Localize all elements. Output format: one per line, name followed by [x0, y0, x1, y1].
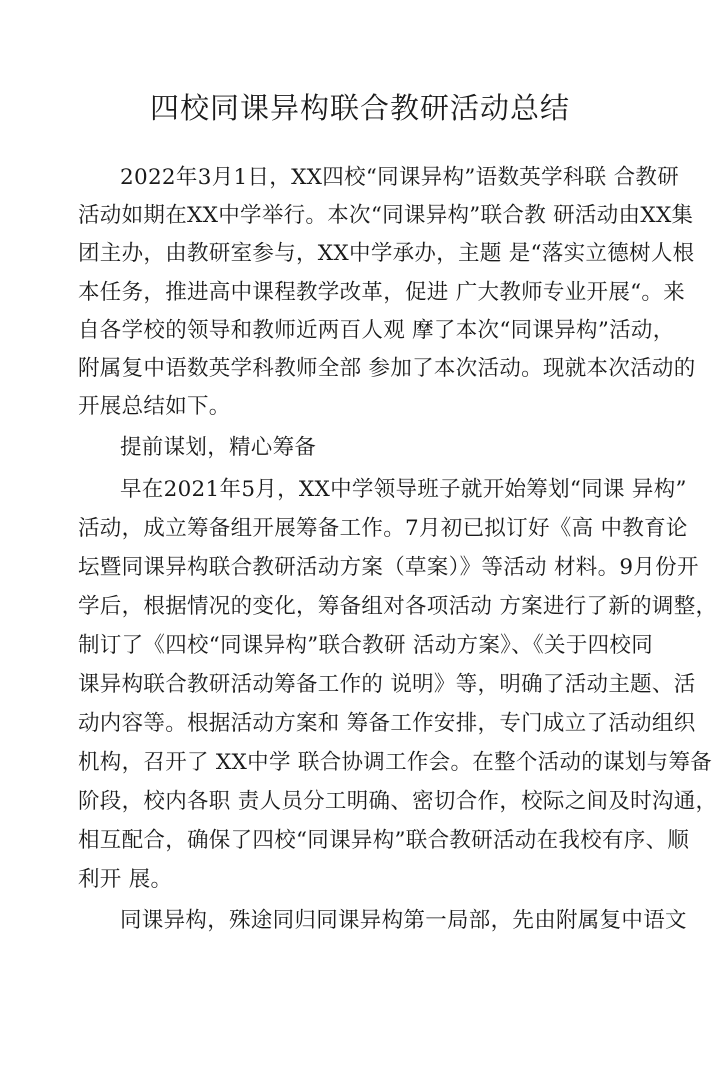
paragraph-line: 动内容等。根据活动方案和 筹备工作安排，专门成立了活动组织 [78, 711, 696, 736]
paragraph-line: 学后，根据情况的变化，筹备组对各项活动 方案进行了新的调整， [78, 594, 718, 619]
paragraph-line: 同课异构，殊途同归同课异构第一局部，先由附属复中语文 [120, 908, 687, 933]
paragraph-line: 早在2021年5月，XX中学领导班子就开始筹划“同课 异构” [120, 477, 687, 502]
paragraph-line: 附属复中语数英学科教师全部 参加了本次活动。现就本次活动的 [78, 356, 696, 381]
paragraph-line: 活动，成立筹备组开展筹备工作。7月初已拟订好《高 中教育论 [78, 516, 688, 541]
paragraph-line: 阶段，校内各职 责人员分工明确、密切合作，校际之间及时沟通， [78, 789, 718, 814]
paragraph-line: 制订了《四校“同课异构”联合教研 活动方案》、《关于四校同 [78, 633, 654, 658]
paragraph-line: 自各学校的领导和教师近两百人观 摩了本次“同课异构”活动， [78, 318, 675, 343]
paragraph-line: 活动如期在XX中学举行。本次“同课异构”联合教 研活动由XX集 [78, 203, 694, 228]
paragraph-line: 开展总结如下。 [78, 394, 231, 419]
document-title: 四校同课异构联合教研活动总结 [149, 91, 570, 125]
paragraph-line: 利开 展。 [78, 867, 173, 892]
paragraph-line: 机构，召开了 XX中学 联合协调工作会。在整个活动的谋划与筹备 [78, 750, 713, 775]
section-heading: 提前谋划，精心筹备 [120, 435, 317, 460]
paragraph-line: 相互配合，确保了四校“同课异构”联合教研活动在我校有序、顺 [78, 828, 690, 853]
paragraph-line: 本任务，推进高中课程教学改革，促进 广大教师专业开展“。来 [78, 280, 686, 305]
paragraph-line: 2022年3月1日，XX四校“同课异构”语数英学科联 合教研 [120, 165, 680, 190]
paragraph-line: 团主办，由教研室参与，XX中学承办，主题 是“落实立德树人根 [78, 241, 695, 266]
paragraph-line: 坛暨同课异构联合教研活动方案（草案）》等活动 材料。9月份开 [78, 555, 699, 580]
paragraph-line: 课异构联合教研活动筹备工作的 说明》等，明确了活动主题、活 [78, 672, 696, 697]
